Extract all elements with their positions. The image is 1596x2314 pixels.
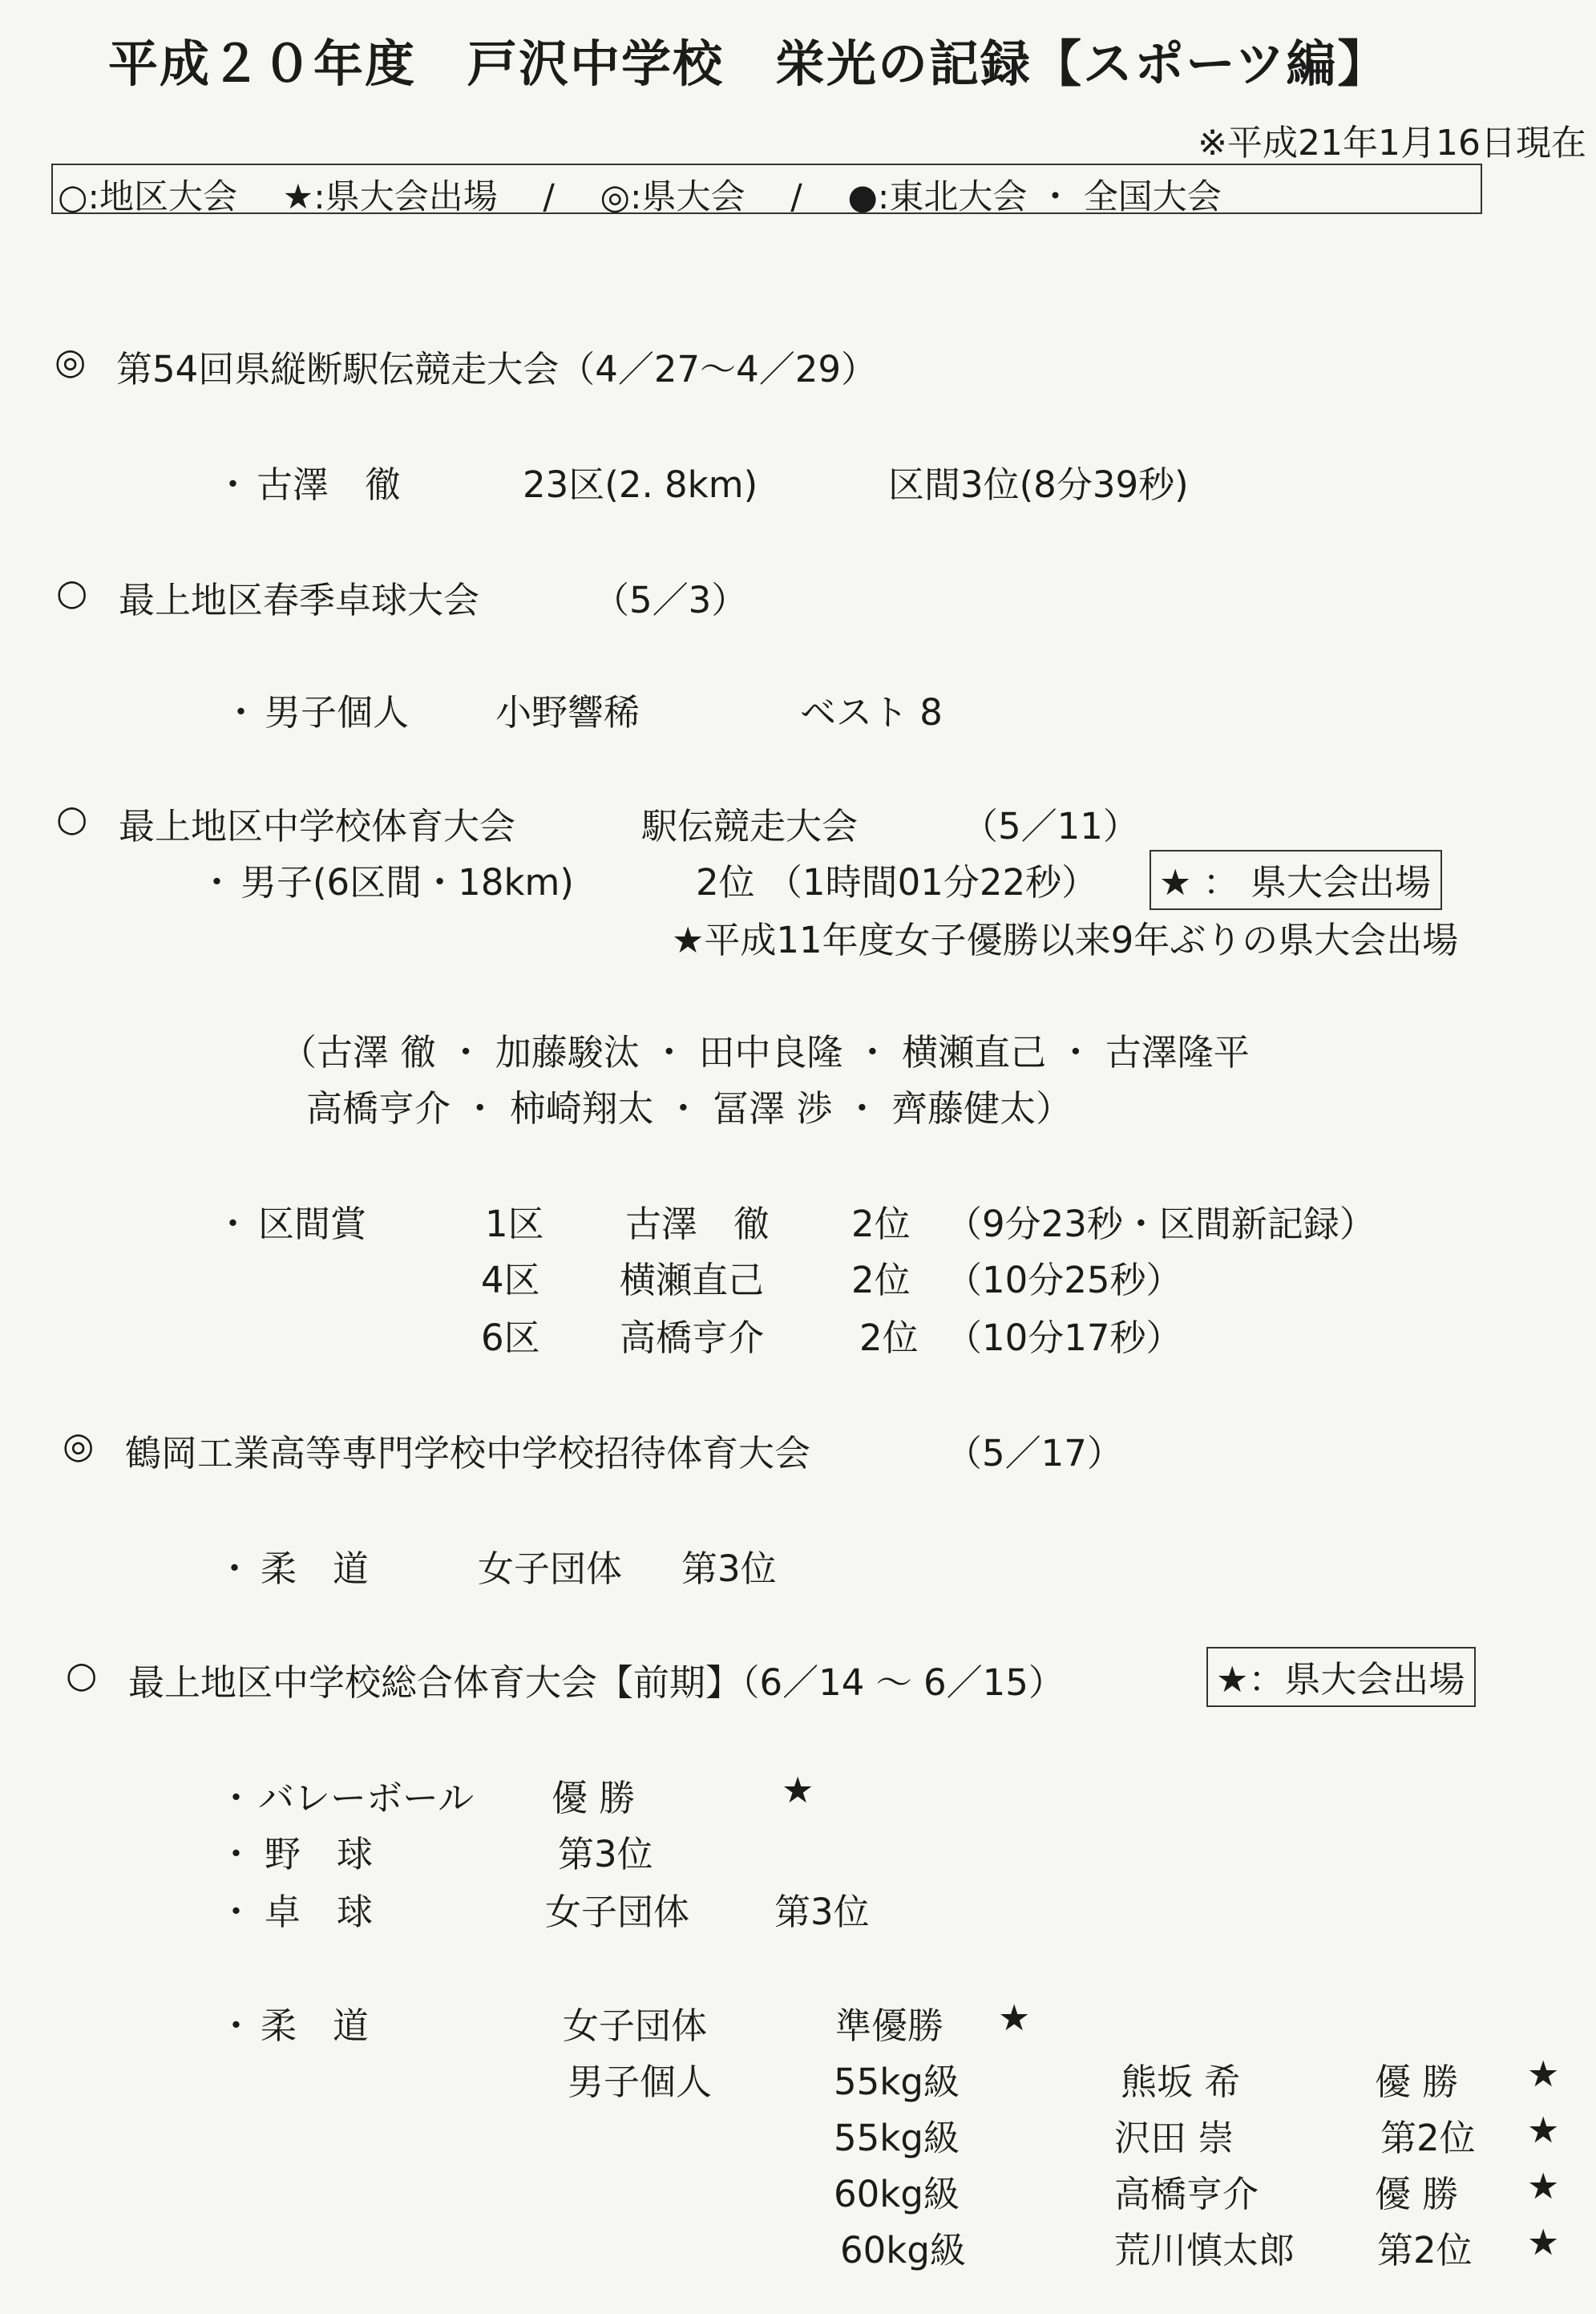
bullet: ・ bbox=[215, 463, 252, 506]
bullet: ・ bbox=[218, 1777, 255, 1819]
athlete-name: 小野響稀 bbox=[495, 691, 640, 734]
event-name: 男子個人 bbox=[568, 2061, 713, 2103]
section-title: 最上地区春季卓球大会 bbox=[119, 579, 480, 621]
star-icon: ★ bbox=[782, 1769, 814, 1811]
athlete-name: 高橋亨介 bbox=[1114, 2173, 1259, 2215]
section-distance: 23区(2. 8km) bbox=[523, 463, 758, 506]
result: 優 勝 bbox=[552, 1777, 636, 1819]
weight-class: 60kg級 bbox=[840, 2229, 966, 2272]
bullet: ・ bbox=[223, 691, 260, 734]
award-detail: （10分25秒） bbox=[946, 1259, 1182, 1301]
athlete-name: 古澤 徹 bbox=[257, 463, 402, 506]
section-date: （5／11） bbox=[962, 805, 1139, 848]
award-name: 古澤 徹 bbox=[625, 1203, 770, 1245]
athlete-name: 沢田 崇 bbox=[1114, 2117, 1234, 2159]
bullet: ・ bbox=[218, 1833, 255, 1875]
section-title: 鶴岡工業高等専門学校中学校招待体育大会 bbox=[125, 1432, 811, 1475]
award-place: 2位 bbox=[859, 1317, 919, 1359]
prefectural-qualified-badge: ★：県大会出場 bbox=[1206, 1647, 1476, 1707]
team-members-line2: 高橋亨介 ・ 柿崎翔太 ・ 冨澤 渉 ・ 齊藤健太） bbox=[306, 1087, 1073, 1130]
team-result: 2位 （1時間01分22秒） bbox=[696, 861, 1098, 904]
result: 準優勝 bbox=[835, 2005, 944, 2047]
event-name: 女子団体 bbox=[563, 2005, 708, 2047]
result: 第3位 bbox=[681, 1547, 777, 1590]
team-members-line1: （古澤 徹 ・ 加藤駿汰 ・ 田中良隆 ・ 横瀬直己 ・ 古澤隆平 bbox=[281, 1031, 1250, 1074]
star-icon: ★ bbox=[1527, 2221, 1560, 2263]
section-title: 最上地区中学校体育大会 bbox=[119, 805, 516, 848]
section-mark: ○ bbox=[66, 1653, 98, 1696]
as-of-date: ※平成21年1月16日現在 bbox=[1198, 123, 1586, 164]
result: 第2位 bbox=[1380, 2117, 1476, 2159]
note: ★平成11年度女子優勝以来9年ぶりの県大会出場 bbox=[672, 919, 1459, 961]
award-detail: （9分23秒・区間新記録） bbox=[946, 1203, 1376, 1245]
star-icon: ★ bbox=[998, 1996, 1031, 2039]
bullet: ・ bbox=[215, 1203, 252, 1245]
sport-name: 卓 球 bbox=[265, 1891, 374, 1933]
award-section: 4区 bbox=[481, 1259, 540, 1301]
bullet: ・ bbox=[218, 1891, 255, 1933]
result: 優 勝 bbox=[1375, 2173, 1459, 2215]
athlete-name: 荒川慎太郎 bbox=[1114, 2229, 1295, 2272]
award-section: 6区 bbox=[481, 1317, 540, 1359]
section-mark: ○ bbox=[56, 571, 88, 613]
event-name: 男子個人 bbox=[265, 691, 410, 734]
weight-class: 60kg級 bbox=[834, 2173, 960, 2215]
award-detail: （10分17秒） bbox=[946, 1317, 1182, 1359]
award-name: 横瀬直己 bbox=[620, 1259, 765, 1301]
award-place: 2位 bbox=[851, 1259, 911, 1301]
sport-name: 柔 道 bbox=[261, 1547, 370, 1590]
award-place: 2位 bbox=[851, 1203, 911, 1245]
page-title: 平成２０年度 戸沢中学校 栄光の記録【スポーツ編】 bbox=[108, 34, 1389, 93]
bullet: ・ bbox=[218, 2005, 255, 2047]
section-date: （5／17） bbox=[946, 1432, 1123, 1475]
event-name: 女子団体 bbox=[478, 1547, 623, 1590]
bullet: ・ bbox=[199, 861, 236, 904]
star-icon: ★ bbox=[1527, 2109, 1560, 2151]
section-title: 第54回県縦断駅伝競走大会（4／27～4／29） bbox=[116, 348, 878, 390]
team-label: 男子(6区間・18km) bbox=[240, 861, 574, 904]
result: 第3位 bbox=[774, 1891, 870, 1933]
event-name: 駅伝競走大会 bbox=[641, 805, 859, 848]
event-name: 女子団体 bbox=[545, 1891, 690, 1933]
award-name: 高橋亨介 bbox=[620, 1317, 765, 1359]
star-icon: ★ bbox=[1527, 2053, 1560, 2095]
section-title: 最上地区中学校総合体育大会【前期】（6／14 ～ 6／15） bbox=[128, 1661, 1065, 1704]
sport-name: バレーボール bbox=[258, 1777, 475, 1819]
section-mark: ○ bbox=[56, 797, 88, 839]
award-label: 区間賞 bbox=[258, 1203, 367, 1245]
star-icon: ★ bbox=[1527, 2165, 1560, 2207]
bullet: ・ bbox=[216, 1547, 253, 1590]
result: 優 勝 bbox=[1375, 2061, 1459, 2103]
legend-text: ○:地区大会 ★:県大会出場 / ◎:県大会 / ●:東北大会 ・ 全国大会 bbox=[58, 177, 1222, 217]
athlete-name: 熊坂 希 bbox=[1121, 2061, 1241, 2103]
weight-class: 55kg級 bbox=[834, 2061, 960, 2103]
result: 第2位 bbox=[1377, 2229, 1473, 2272]
sport-name: 柔 道 bbox=[261, 2005, 370, 2047]
section-mark: ◎ bbox=[63, 1424, 95, 1466]
result: ベスト 8 bbox=[800, 691, 943, 734]
section-date: （5／3） bbox=[593, 579, 748, 621]
sport-name: 野 球 bbox=[265, 1833, 374, 1875]
result: 第3位 bbox=[558, 1833, 653, 1875]
award-section: 1区 bbox=[485, 1203, 544, 1245]
section-mark: ◎ bbox=[55, 340, 87, 382]
prefectural-qualified-badge: ★ ： 県大会出場 bbox=[1150, 850, 1442, 910]
weight-class: 55kg級 bbox=[834, 2117, 960, 2159]
result: 区間3位(8分39秒) bbox=[888, 463, 1189, 506]
